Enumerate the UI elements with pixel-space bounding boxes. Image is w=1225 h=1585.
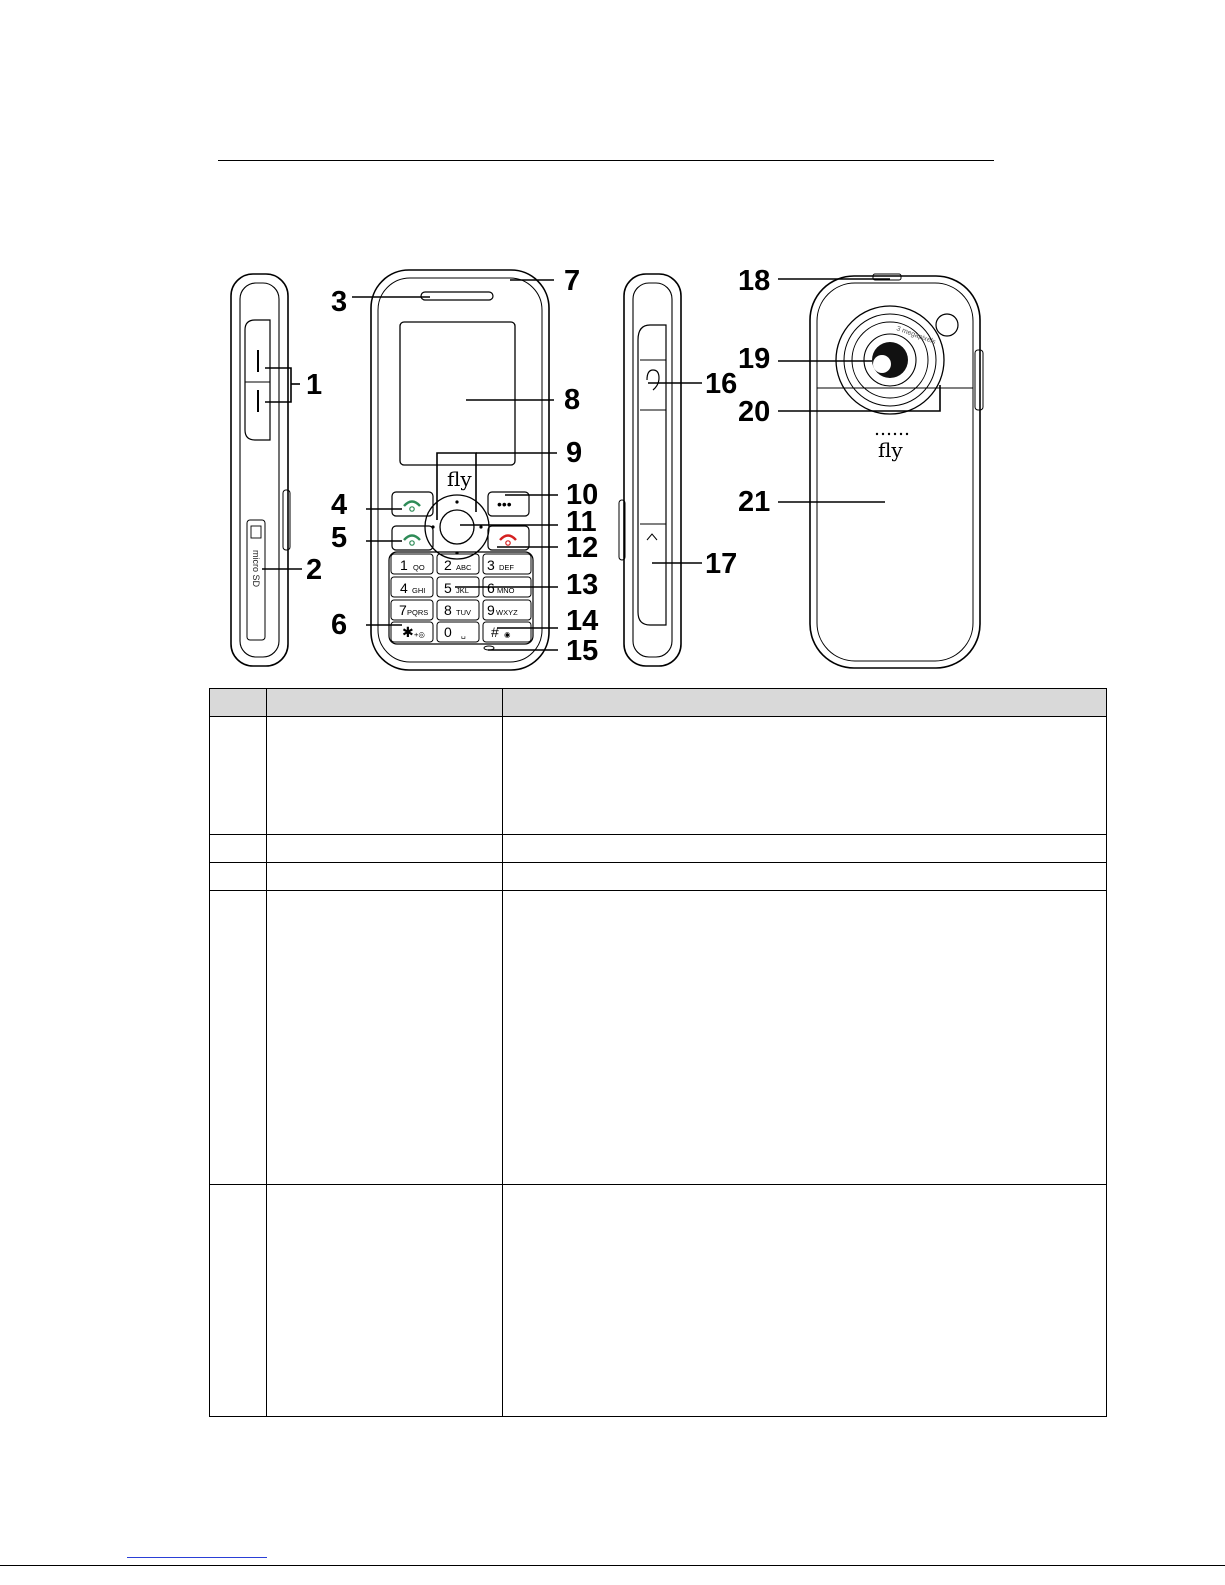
table-cell — [210, 891, 267, 1185]
callout-15: 15 — [566, 635, 599, 667]
key-1-sub: QO — [413, 563, 425, 572]
callout-6: 6 — [331, 609, 348, 641]
key-6-sub: MNO — [497, 586, 515, 595]
table-cell — [267, 1185, 503, 1417]
key-7: 7 — [399, 602, 407, 618]
callout-3: 3 — [331, 286, 348, 318]
header-cell-name — [267, 689, 503, 717]
table-row — [210, 1185, 1107, 1417]
callout-10: 10 — [566, 479, 599, 511]
key-9: 9 — [487, 602, 495, 618]
callout-5: 5 — [331, 522, 348, 554]
key-7-sub: PQRS — [407, 608, 429, 617]
table-row — [210, 891, 1107, 1185]
table-cell — [210, 717, 267, 835]
lens-reflection — [873, 355, 891, 373]
front-brand-logo: fly — [447, 467, 472, 491]
parts-table — [209, 688, 1107, 1417]
key-5-sub: JKL — [456, 586, 469, 595]
nav-dots — [431, 500, 482, 554]
phone-back-view — [810, 274, 983, 668]
table-cell — [503, 835, 1107, 863]
phone-diagram — [0, 0, 1225, 690]
call-secondary-icon — [404, 536, 420, 546]
key-4-sub: GHI — [412, 586, 426, 595]
callout-11: 11 — [566, 506, 597, 538]
key-6: 6 — [487, 580, 495, 596]
key-8: 8 — [444, 602, 452, 618]
table-cell — [267, 835, 503, 863]
footer-rule — [0, 1565, 1225, 1566]
key-5: 5 — [444, 580, 452, 596]
call-icon — [404, 502, 420, 512]
back-brand-logo: fly — [878, 438, 903, 462]
menu-key-glyph: ••• — [497, 496, 512, 512]
parts-table-header — [210, 689, 1107, 717]
key-star: ✱ — [402, 624, 414, 640]
key-3-sub: DEF — [499, 563, 514, 572]
callout-17: 17 — [705, 548, 738, 580]
key-hash: # — [491, 624, 499, 640]
callout-9: 9 — [566, 437, 583, 469]
table-cell — [267, 863, 503, 891]
key-0-sub: ␣ — [461, 630, 466, 639]
key-9-sub: WXYZ — [496, 608, 518, 617]
table-cell — [503, 863, 1107, 891]
callout-18: 18 — [738, 265, 771, 297]
key-2-sub: ABC — [456, 563, 472, 572]
callout-19: 19 — [738, 343, 771, 375]
callout-20: 20 — [738, 396, 771, 428]
callout-1: 1 — [306, 369, 323, 401]
table-cell — [210, 863, 267, 891]
key-8-sub: TUV — [456, 608, 471, 617]
key-3: 3 — [487, 557, 495, 573]
lens-text: 3 megapixels — [895, 325, 937, 346]
key-1: 1 — [400, 557, 408, 573]
phone-diagram-svg — [0, 0, 1225, 690]
back-speaker-grille — [876, 433, 908, 435]
callout-21: 21 — [738, 486, 771, 518]
leader-lines — [262, 279, 940, 650]
key-4: 4 — [400, 580, 408, 596]
callout-numbers — [306, 265, 770, 667]
callout-2: 2 — [306, 554, 323, 586]
callout-13: 13 — [566, 569, 599, 601]
micro-sd-label: micro SD — [251, 550, 261, 588]
callout-8: 8 — [564, 384, 581, 416]
table-cell — [503, 717, 1107, 835]
key-2: 2 — [444, 557, 452, 573]
callout-14: 14 — [566, 605, 599, 637]
phone-right-side-view — [619, 274, 681, 666]
callout-16: 16 — [705, 368, 738, 400]
table-cell — [267, 717, 503, 835]
table-row — [210, 717, 1107, 835]
table-cell — [503, 1185, 1107, 1417]
phone-left-side-view — [231, 274, 290, 666]
footer-link-underline[interactable] — [127, 1557, 267, 1558]
key-0: 0 — [444, 624, 452, 640]
table-cell — [503, 891, 1107, 1185]
table-row — [210, 863, 1107, 891]
callout-7: 7 — [564, 265, 581, 297]
table-cell — [267, 891, 503, 1185]
callout-12: 12 — [566, 532, 599, 564]
table-cell — [210, 1185, 267, 1417]
key-star-sub: +◎ — [414, 630, 425, 639]
header-cell-description — [503, 689, 1107, 717]
callout-4: 4 — [331, 489, 348, 521]
key-hash-sub: ◉ — [504, 630, 511, 639]
end-call-icon — [500, 536, 516, 546]
table-row — [210, 835, 1107, 863]
table-cell — [210, 835, 267, 863]
header-cell-number — [210, 689, 267, 717]
